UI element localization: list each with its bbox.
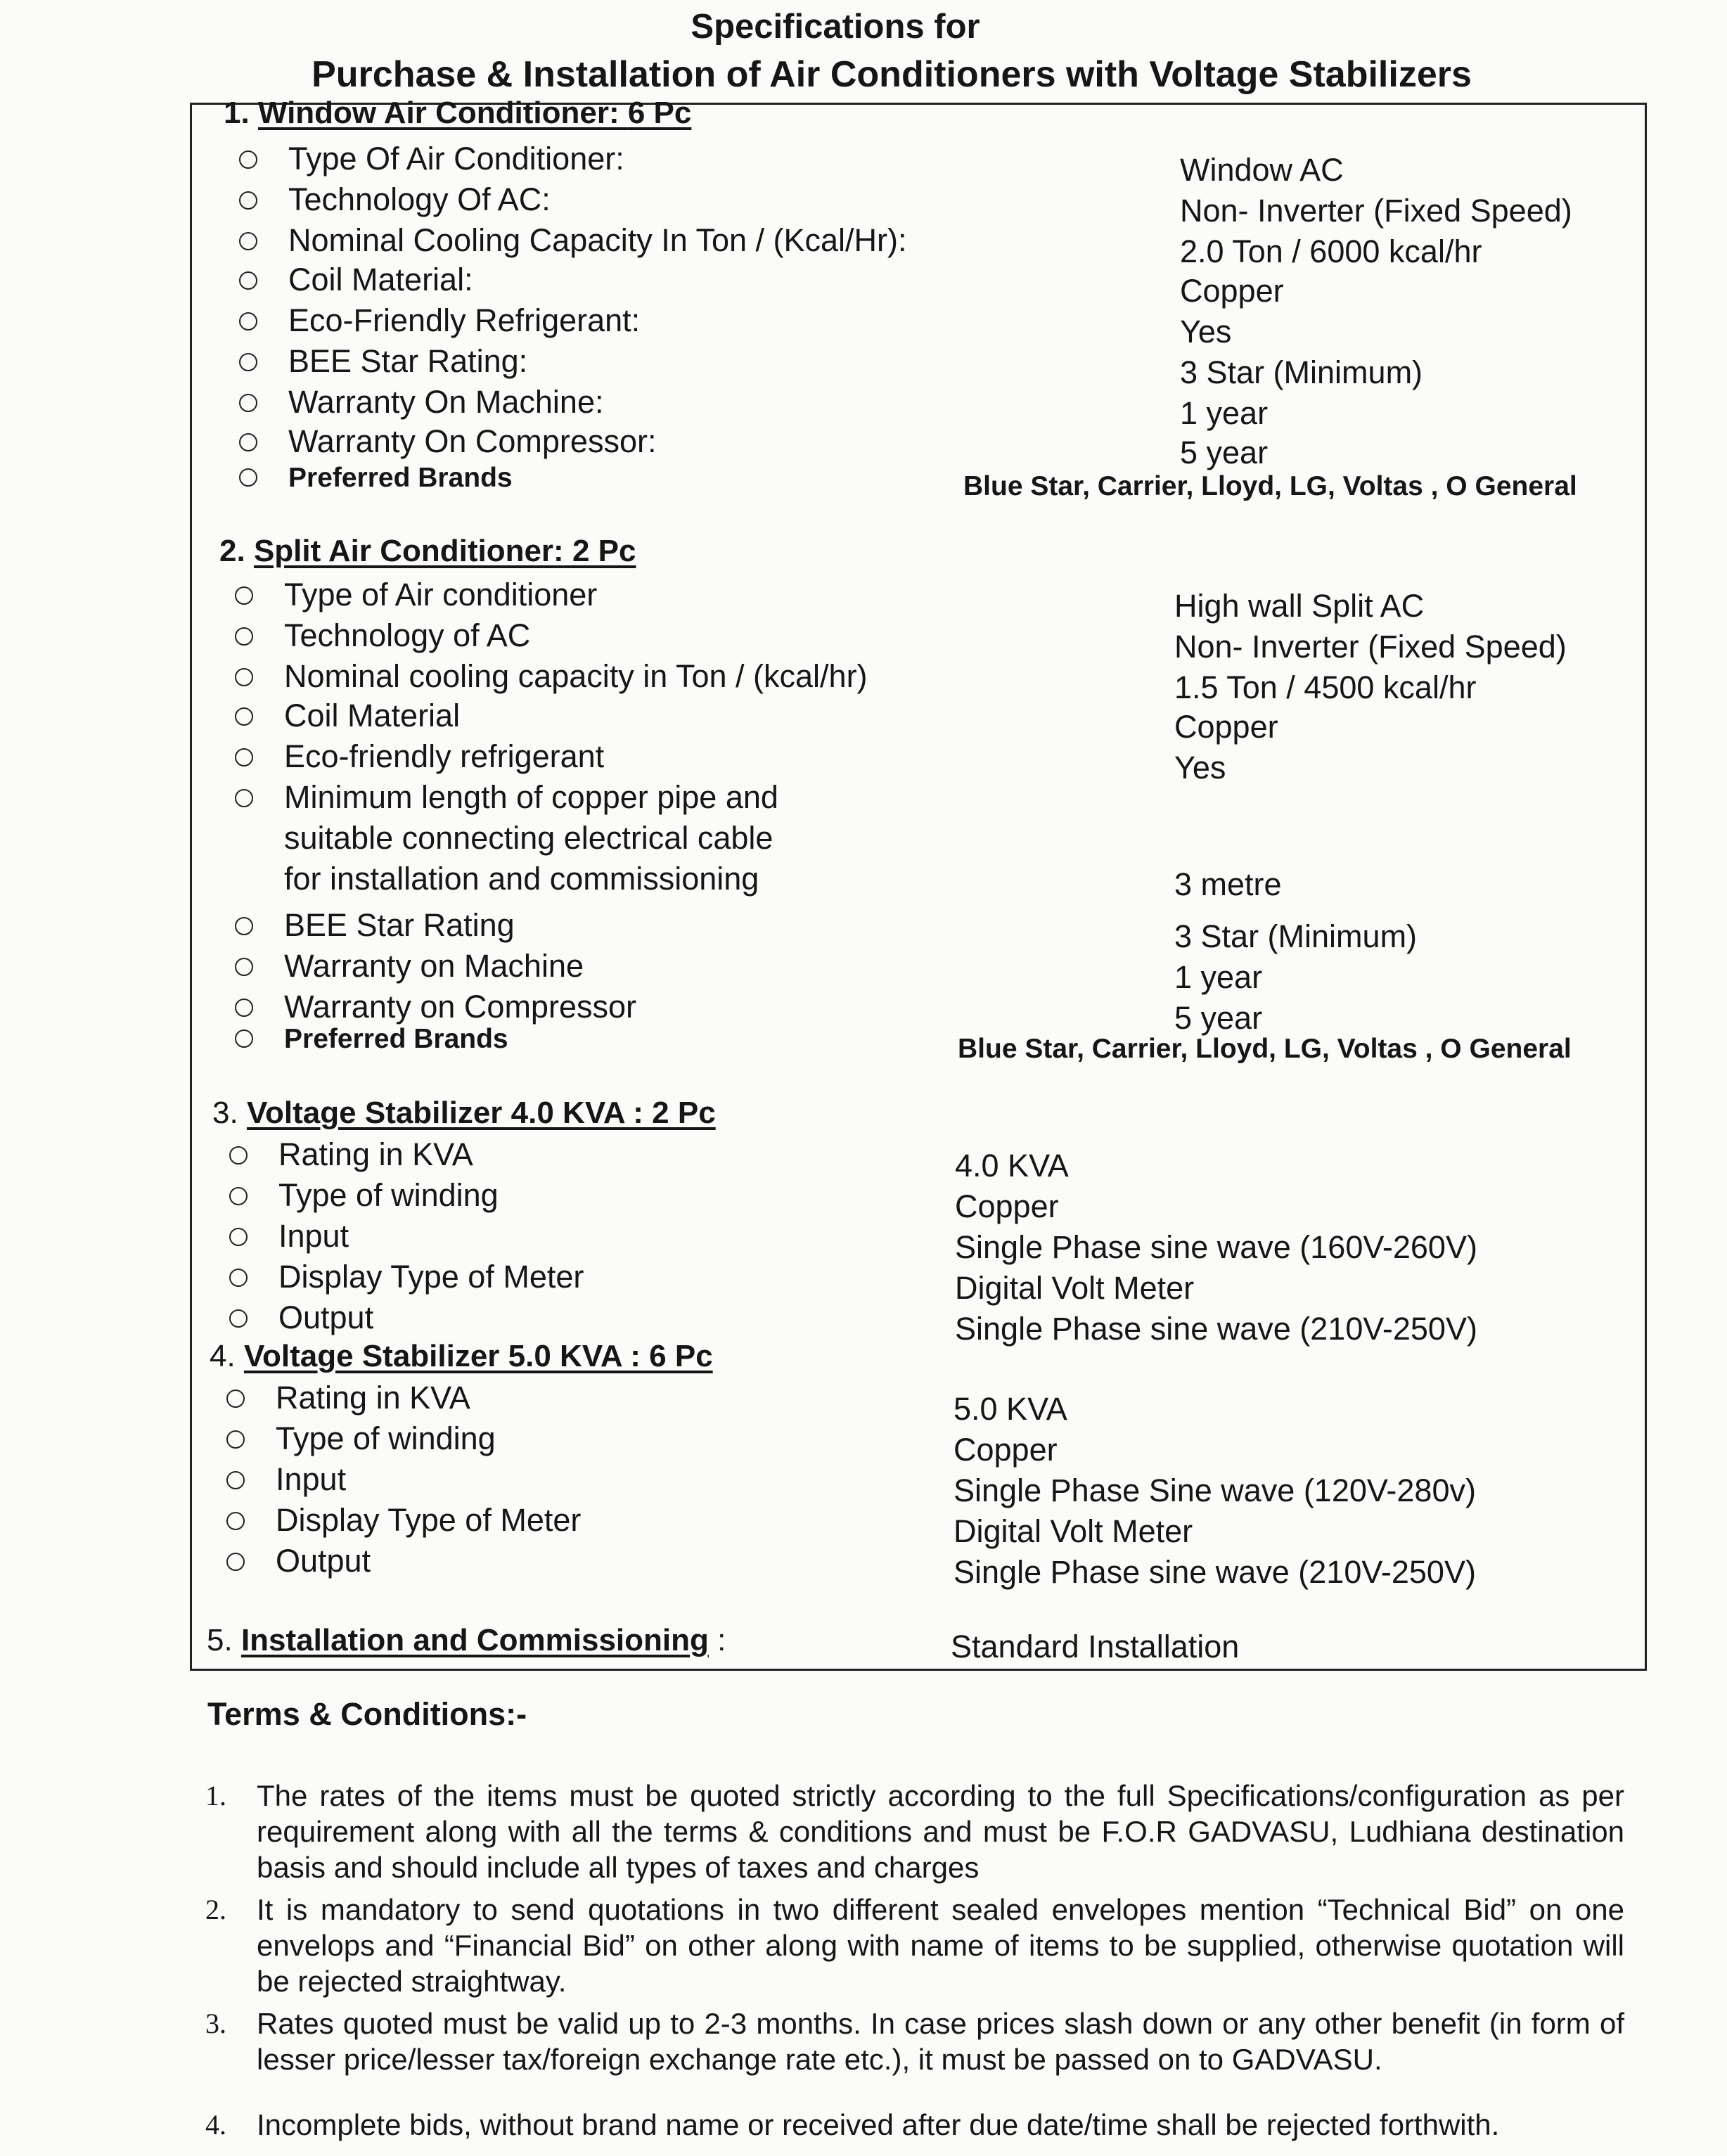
spec-value: 5.0 KVA [954,1391,1067,1427]
spec-label: BEE Star Rating [284,907,515,943]
spec-value: Copper [954,1432,1058,1468]
bullet-icon [235,707,253,726]
section-5-heading: 5. Installation and Commissioning : [207,1623,726,1657]
spec-value: Digital Volt Meter [954,1513,1193,1549]
bullet-icon [229,1309,248,1328]
bullet-icon [229,1146,248,1164]
spec-value: 2.0 Ton / 6000 kcal/hr [1180,233,1482,269]
spec-label: BEE Star Rating: [288,343,528,379]
spec-label: Eco-Friendly Refrigerant: [288,302,641,338]
spec-value: Copper [955,1188,1059,1224]
spec-value: Copper [1180,273,1284,309]
bullet-icon [235,958,253,976]
term-number: 2. [205,1894,226,1925]
spec-value: Window AC [1180,152,1344,188]
spec-value: 3 Star (Minimum) [1174,918,1418,954]
spec-value: High wall Split AC [1174,588,1425,624]
bullet-icon [235,627,253,646]
term-text: It is mandatory to send quotations in two different sealed envelopes mention “Technical Bid” on one envelops and “Financial Bid” on other along with name of items to be supplied, otherwise quotation will be rejected straightway. [257,1893,1624,1998]
spec-value: 3 metre [1174,866,1282,902]
terms-heading: Terms & Conditions:- [207,1696,527,1732]
bullet-icon [235,748,253,766]
bullet-icon [226,1553,245,1571]
section-5-value: Standard Installation [951,1629,1240,1664]
section-2-heading: 2. Split Air Conditioner: 2 Pc [219,534,636,568]
bullet-icon [226,1430,245,1449]
spec-label: Display Type of Meter [276,1502,582,1538]
spec-value: 5 year [1174,1000,1263,1036]
spec-value: Yes [1174,750,1226,785]
spec-label: Warranty on Machine [284,948,584,984]
bullet-icon [239,312,257,331]
spec-label: Coil Material [284,698,461,733]
bullet-icon [229,1269,248,1287]
bullet-icon [235,1029,253,1048]
spec-label: Type Of Air Conditioner: [288,141,624,177]
bullet-icon [226,1390,245,1408]
spec-label: Coil Material: [288,262,473,297]
spec-label: Technology of AC [284,617,531,653]
bullet-icon [235,586,253,605]
spec-label: Warranty On Machine: [288,384,604,420]
spec-label: Output [276,1543,371,1579]
spec-label: Input [276,1461,347,1497]
bullet-icon [239,468,257,487]
bullet-icon [235,999,253,1017]
bullet-icon [229,1228,248,1246]
spec-label: Preferred Brands [284,1024,508,1054]
spec-label: Rating in KVA [276,1380,470,1416]
spec-value: 1.5 Ton / 4500 kcal/hr [1174,669,1477,705]
spec-label: Warranty On Compressor: [288,423,657,459]
spec-value: Non- Inverter (Fixed Speed) [1174,629,1567,665]
spec-value: 1 year [1174,959,1263,995]
spec-label: Input [278,1218,349,1254]
bullet-icon [239,150,257,169]
document-subtitle: Purchase & Installation of Air Conditioners with Voltage Stabilizers [312,54,1472,95]
bullet-icon [239,433,257,451]
spec-label: Nominal cooling capacity in Ton / (kcal/hr) [284,658,868,694]
term-text: The rates of the items must be quoted strictly according to the full Specifications/configuration as per requirement along with all the terms & conditions and must be F.O.R GADVASU, Ludhiana destination basis and should include all types of taxes and charges [257,1779,1624,1884]
section-3-heading: 3. Voltage Stabilizer 4.0 KVA : 2 Pc [212,1096,716,1130]
spec-value: Single Phase Sine wave (120V-280v) [954,1472,1476,1508]
bullet-icon [239,353,257,371]
spec-value: 3 Star (Minimum) [1180,354,1423,390]
spec-value: Digital Volt Meter [955,1270,1195,1306]
term-text: Incomplete bids, without brand name or received after due date/time shall be rejected forthwith. [257,2108,1500,2141]
spec-value: 1 year [1180,395,1269,431]
spec-value: Single Phase sine wave (210V-250V) [954,1554,1476,1590]
bullet-icon [229,1187,248,1205]
term-number: 3. [205,2008,226,2039]
spec-value: Copper [1174,709,1278,745]
term-number: 4. [205,2109,226,2141]
spec-value: 4.0 KVA [955,1148,1069,1183]
bullet-icon [235,917,253,935]
bullet-icon [239,191,257,210]
bullet-icon [226,1471,245,1489]
spec-label: Type of Air conditioner [284,577,598,612]
spec-label: Technology Of AC: [288,181,551,217]
spec-value: Non- Inverter (Fixed Speed) [1180,193,1572,229]
term-text: Rates quoted must be valid up to 2-3 months. In case prices slash down or any other benefit (in form of lesser price/lesser tax/foreign exchange rate etc.), it must be passed on to GADVASU. [257,2007,1624,2076]
spec-value: Yes [1180,314,1232,349]
spec-label: Preferred Brands [288,463,513,493]
spec-value: Blue Star, Carrier, Lloyd, LG, Voltas , O General [963,471,1577,501]
spec-label: Minimum length of copper pipe and [284,779,778,815]
spec-label: for installation and commissioning [284,861,759,897]
section-4-heading: 4. Voltage Stabilizer 5.0 KVA : 6 Pc [210,1339,713,1373]
spec-value: Single Phase sine wave (160V-260V) [955,1229,1477,1265]
spec-label: Type of winding [278,1177,499,1213]
spec-label: Display Type of Meter [278,1259,584,1295]
spec-label: Nominal Cooling Capacity In Ton / (Kcal/Hr): [288,222,907,258]
spec-label: Warranty on Compressor [284,989,636,1025]
spec-value: Blue Star, Carrier, Lloyd, LG, Voltas , O General [958,1034,1572,1064]
spec-label: Rating in KVA [278,1136,473,1172]
bullet-icon [235,789,253,807]
spec-label: suitable connecting electrical cable [284,820,773,856]
spec-label: Type of winding [276,1420,496,1456]
bullet-icon [235,668,253,686]
spec-label: Output [278,1300,374,1335]
bullet-icon [239,271,257,290]
term-number: 1. [205,1780,226,1811]
bullet-icon [239,232,257,250]
section-1-heading: 1. Window Air Conditioner: 6 Pc [224,96,692,130]
bullet-icon [239,394,257,412]
spec-value: Single Phase sine wave (210V-250V) [955,1311,1477,1347]
spec-value: 5 year [1180,435,1269,470]
document-title: Specifications for [691,8,980,46]
bullet-icon [226,1512,245,1530]
spec-label: Eco-friendly refrigerant [284,738,605,774]
